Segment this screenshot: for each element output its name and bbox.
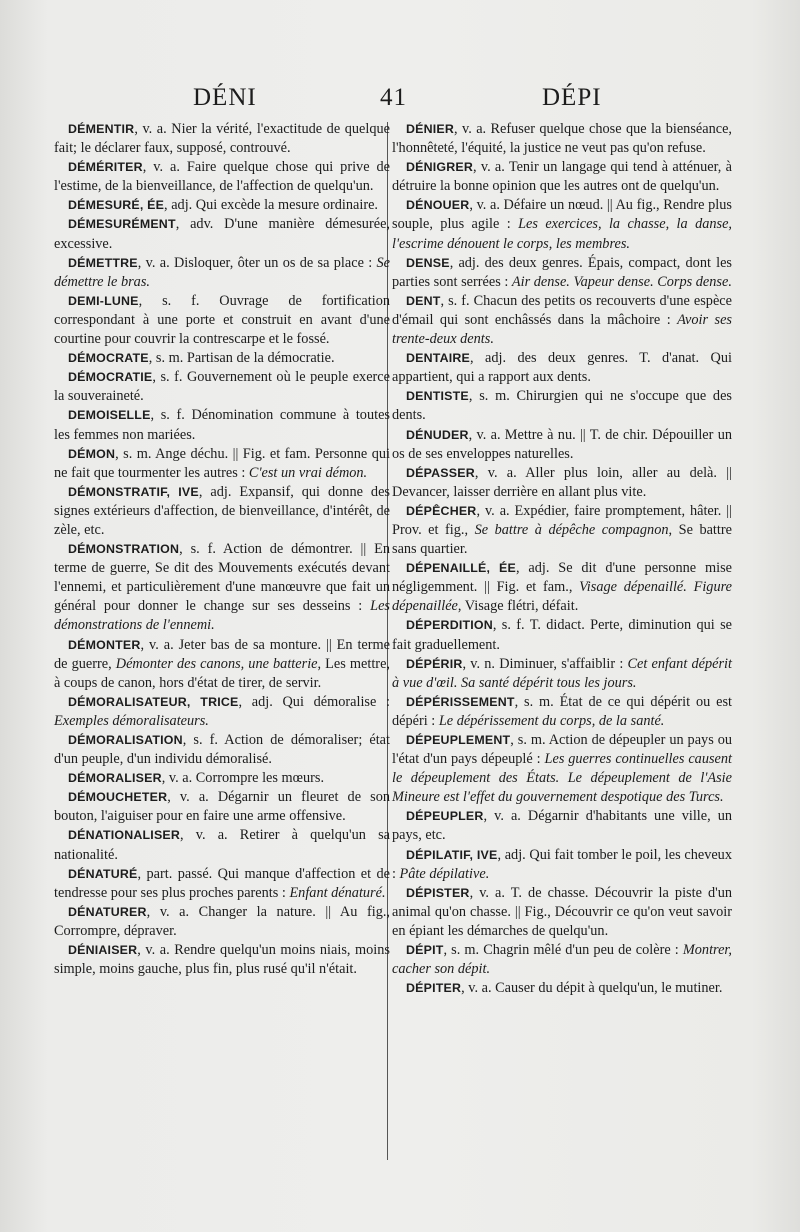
entry-example: Exemples démoralisateurs. xyxy=(54,712,209,729)
dictionary-entry xyxy=(54,941,390,979)
dictionary-entry xyxy=(54,406,390,444)
entry-example: Le dépérissement du corps, de la santé. xyxy=(438,712,665,729)
entry-headword: DÉMONSTRATIF, IVE xyxy=(68,484,199,499)
dictionary-entry xyxy=(392,292,732,349)
entry-headword: DÉMONTER xyxy=(68,637,141,652)
dictionary-entry xyxy=(392,349,732,387)
entry-definition: , s. f. Chacun des petits os recouverts d'une espèce d'émail qui sont enchâssés dans la mâchoire : xyxy=(392,292,732,328)
entry-headword: DÉMESURÉ, ÉE xyxy=(68,198,165,213)
dictionary-entry xyxy=(392,254,732,292)
dictionary-entry xyxy=(392,884,732,941)
entry-definition: , v. a. Changer la nature. || Au fig., Corrompre, dépraver. xyxy=(54,903,390,939)
entry-definition: , s. m. Chagrin mêlé d'un peu de colère : xyxy=(443,942,683,959)
entry-headword: DÉMOUCHETER xyxy=(68,790,168,805)
entry-definition: , adj. Qui démoralise : xyxy=(238,693,390,710)
entry-headword: DENTAIRE xyxy=(406,351,471,366)
dictionary-entry xyxy=(392,807,732,845)
entry-definition: , v. a. Mettre à nu. || T. de chir. Dépouiller un os de ses enveloppes naturelles. xyxy=(392,426,732,462)
dictionary-entry xyxy=(392,196,732,253)
entry-headword: DÉPÉRISSEMENT xyxy=(406,694,515,709)
dictionary-entry xyxy=(392,387,732,425)
entry-definition: , Se battre sans quartier. xyxy=(392,521,732,558)
dictionary-entry xyxy=(392,158,732,196)
entry-example: C'est un vrai démon. xyxy=(248,464,368,481)
entry-headword: DÉPITER xyxy=(406,981,462,996)
entry-definition: , s. m. Chirurgien qui ne s'occupe que des dents. xyxy=(392,388,732,424)
entry-example: Démonter des canons, une batterie xyxy=(115,655,318,672)
entry-example: Visage dépenaillé. Figure dépenaillée xyxy=(392,579,732,615)
dictionary-entry xyxy=(392,979,732,998)
entry-example: Enfant dénaturé. xyxy=(289,884,386,901)
running-head-left: DÉNI xyxy=(193,84,257,111)
entry-headword: DÉMORALISATEUR, TRICE xyxy=(68,694,239,709)
entry-headword: DÉMENTIR xyxy=(68,122,135,136)
dictionary-entry xyxy=(392,502,732,559)
entry-headword: DENTISTE xyxy=(406,389,469,404)
entry-headword: DEMOISELLE xyxy=(68,408,151,423)
dictionary-entry xyxy=(54,483,390,540)
entry-headword: DÉPEUPLEMENT xyxy=(406,733,511,747)
page-number: 41 xyxy=(380,84,407,111)
entry-definition: , adj. Expansif, qui donne des signes extérieurs d'affection, de bienveillance, d'intérêt, de zèle, etc. xyxy=(54,483,390,538)
entry-definition: , adv. D'une manière démesurée, excessive. xyxy=(54,216,390,252)
entry-example: Se démettre le bras. xyxy=(54,254,390,290)
entry-definition: , v. a. Aller plus loin, aller au delà. || Devancer, laisser derrière en allant plus vite. xyxy=(392,464,732,500)
right-column xyxy=(392,120,732,998)
entry-definition: , v. a. Faire quelque chose qui prive de l'estime, de la bienveillance, de l'affection de quelqu'un. xyxy=(54,159,390,195)
entry-definition: , v. a. Dégarnir d'habitants une ville, un pays, etc. xyxy=(392,808,732,844)
dictionary-entry xyxy=(54,196,390,215)
entry-definition: , s. m. Ange déchu. || Fig. et fam. Personne qui ne fait que tourmenter les autres : xyxy=(54,445,390,481)
entry-headword: DÉNIER xyxy=(406,122,455,136)
entry-definition: , v. a. Dégarnir un fleuret de son bouton, l'aiguiser pour en faire une arme offensive. xyxy=(54,789,390,825)
dictionary-entry xyxy=(392,693,732,731)
entry-definition: , adj. des deux genres. Épais, compact, dont les parties sont serrées : xyxy=(392,254,732,290)
dictionary-entry xyxy=(54,693,390,731)
dictionary-entry xyxy=(392,616,732,654)
entry-example: Pâte dépilative. xyxy=(399,865,490,882)
entry-headword: DÉNATURÉ xyxy=(68,866,138,881)
entry-example: Cet enfant dépérit à vue d'œil. Sa santé dépérit tous les jours. xyxy=(392,655,732,691)
entry-definition: , v. n. Diminuer, s'affaiblir : xyxy=(462,655,628,672)
entry-definition: , s. m. État de ce qui dépérit ou est dépéri : xyxy=(392,693,732,729)
entry-example: Montrer, cacher son dépit. xyxy=(392,942,732,978)
entry-headword: DÉMONSTRATION xyxy=(68,542,180,557)
entry-definition: , v. a. Retirer à quelqu'un sa nationalité. xyxy=(54,827,390,863)
dictionary-entry xyxy=(54,292,390,349)
entry-example: Les démonstrations de l'ennemi. xyxy=(54,598,390,634)
entry-headword: DÉMESURÉMENT xyxy=(68,217,176,232)
entry-example: Air dense. Vapeur dense. Corps dense. xyxy=(511,273,732,290)
dictionary-entry xyxy=(54,540,390,635)
entry-definition: , s. f. T. didact. Perte, diminution qui se fait graduellement. xyxy=(392,617,732,653)
entry-definition: , adj. des deux genres. T. d'anat. Qui appartient, qui a rapport aux dents. xyxy=(392,350,732,386)
entry-example: Les guerres continuelles causent le dépeuplement des États. Le dépeuplement de l'Asie Mineure est l'effet du gouvernement despotique des Turcs. xyxy=(392,751,732,806)
dictionary-entry xyxy=(54,349,390,368)
entry-example: Se battre à dépêche compagnon xyxy=(474,521,669,538)
entry-headword: DÉPASSER xyxy=(406,465,475,480)
entry-headword: DENT xyxy=(406,293,441,308)
dictionary-entry xyxy=(54,636,390,693)
entry-headword: DÉMON xyxy=(68,446,116,461)
entry-definition: , s. m. Action de dépeupler un pays ou l'état d'un pays dépeuplé : xyxy=(392,732,732,768)
entry-definition: , v. a. Corrompre les mœurs. xyxy=(161,770,325,787)
dictionary-entry xyxy=(392,941,732,979)
dictionary-entry xyxy=(54,368,390,406)
entry-definition: , s. f. Action de démoraliser; état d'un peuple, d'un individu démoralisé. xyxy=(54,732,390,768)
entry-headword: DÉNOUER xyxy=(406,198,470,213)
entry-headword: DÉNIAISER xyxy=(68,943,138,958)
dictionary-entry xyxy=(54,826,390,864)
dictionary-entry xyxy=(54,254,390,292)
dictionary-entry xyxy=(54,865,390,903)
entry-headword: DÉPISTER xyxy=(406,885,470,900)
dictionary-entry xyxy=(392,559,732,616)
entry-definition: , s. f. Action de démontrer. || En terme de guerre, Se dit des Mouvements exécutés devant l'ennemi, et particulièrement d'une manœuvre que fait un général pour donner le change sur ses desseins : xyxy=(54,541,390,615)
running-head-right: DÉPI xyxy=(542,84,602,111)
entry-definition: , v. a. T. de chasse. Découvrir la piste d'un animal qu'on chasse. || Fig., Découvrir ce qu'on veut savoir en épiant les démarches de quelqu'un. xyxy=(392,884,732,939)
entry-headword: DÉNATURER xyxy=(68,904,147,919)
dictionary-entry xyxy=(392,731,732,807)
entry-headword: DÉPIT xyxy=(406,943,444,958)
entry-headword: DEMI-LUNE xyxy=(68,293,139,308)
entry-headword: DÉNIGRER xyxy=(406,160,474,175)
entry-headword: DÉMETTRE xyxy=(68,255,138,270)
dictionary-entry xyxy=(54,158,390,196)
entry-headword: DÉPERDITION xyxy=(406,618,493,633)
dictionary-entry xyxy=(392,846,732,884)
dictionary-entry xyxy=(54,120,390,158)
dictionary-entry xyxy=(392,464,732,502)
dictionary-entry xyxy=(54,731,390,769)
dictionary-entry xyxy=(54,769,390,788)
entry-definition: , s. f. Dénomination commune à toutes les femmes non mariées. xyxy=(54,407,390,443)
entry-headword: DÉNUDER xyxy=(406,427,469,442)
dictionary-entry xyxy=(392,120,732,158)
entry-definition: , adj. Qui excède la mesure ordinaire. xyxy=(164,197,379,214)
entry-headword: DÉMORALISATION xyxy=(68,733,183,747)
entry-definition: , adj. Se dit d'une personne mise négligemment. || Fig. et fam., xyxy=(392,560,732,596)
entry-definition: , v. a. Disloquer, ôter un os de sa place : xyxy=(137,254,377,271)
entry-definition: , s. m. Partisan de la démocratie. xyxy=(148,350,335,367)
dictionary-entry xyxy=(54,903,390,941)
entry-definition: , v. a. Défaire un nœud. || Au fig., Rendre plus souple, plus agile : xyxy=(392,197,732,233)
entry-headword: DÉMOCRATE xyxy=(68,351,149,366)
entry-definition: , s. f. Gouvernement où le peuple exerce la souveraineté. xyxy=(54,369,390,405)
entry-example: Les exercices, la chasse, la danse, l'escrime dénouent le corps, les membres. xyxy=(392,216,732,252)
entry-definition: , v. a. Causer du dépit à quelqu'un, le mutiner. xyxy=(461,980,723,997)
entry-headword: DÉPEUPLER xyxy=(406,809,484,824)
entry-definition: , v. a. Rendre quelqu'un moins niais, moins simple, moins gauche, plus fin, plus rusé qu'il n'était. xyxy=(54,942,390,978)
left-column xyxy=(54,120,390,979)
entry-definition: , v. a. Tenir un langage qui tend à atténuer, à détruire la bonne opinion que les autres ont de quelqu'un. xyxy=(392,159,732,195)
entry-definition: , adj. Qui fait tomber le poil, les cheveux : xyxy=(392,846,732,882)
entry-definition: , v. a. Refuser quelque chose que la bienséance, l'honnêteté, l'équité, la justice ne veut pas qu'on refuse. xyxy=(392,121,732,157)
entry-headword: DÉMÉRITER xyxy=(68,160,143,175)
dictionary-entry xyxy=(54,788,390,826)
entry-headword: DÉPILATIF, IVE xyxy=(406,847,498,862)
dictionary-entry xyxy=(392,655,732,693)
entry-definition: , Les mettre, à coups de canon, hors d'état de tirer, de servir. xyxy=(54,655,390,691)
entry-example: Avoir ses trente-deux dents. xyxy=(392,311,732,348)
entry-headword: DENSE xyxy=(406,255,450,270)
entry-definition: , v. a. Nier la vérité, l'exactitude de quelque fait; le déclarer faux, supposé, controuvé. xyxy=(54,121,390,157)
entry-definition: , v. a. Jeter bas de sa monture. || En terme de guerre, xyxy=(54,636,390,672)
entry-headword: DÉNATIONALISER xyxy=(68,828,181,843)
entry-headword: DÉPENAILLÉ, ÉE xyxy=(406,561,516,576)
entry-headword: DÉMOCRATIE xyxy=(68,370,153,385)
entry-definition: , v. a. Expédier, faire promptement, hâter. || Prov. et fig., xyxy=(392,502,732,538)
entry-headword: DÉPÉRIR xyxy=(406,656,463,671)
entry-definition: , part. passé. Qui manque d'affection et de tendresse pour ses plus proches parents : xyxy=(54,865,390,901)
entry-headword: DÉMORALISER xyxy=(68,771,162,786)
entry-definition: , Visage flétri, défait. xyxy=(457,598,579,615)
dictionary-entry xyxy=(54,445,390,483)
dictionary-entry xyxy=(54,215,390,253)
entry-headword: DÉPÊCHER xyxy=(406,503,477,518)
entry-definition: , s. f. Ouvrage de fortification correspondant à une porte et construit en avant d'une courtine pour couvrir la contrescarpe et le fossé. xyxy=(54,292,390,348)
dictionary-entry xyxy=(392,426,732,464)
